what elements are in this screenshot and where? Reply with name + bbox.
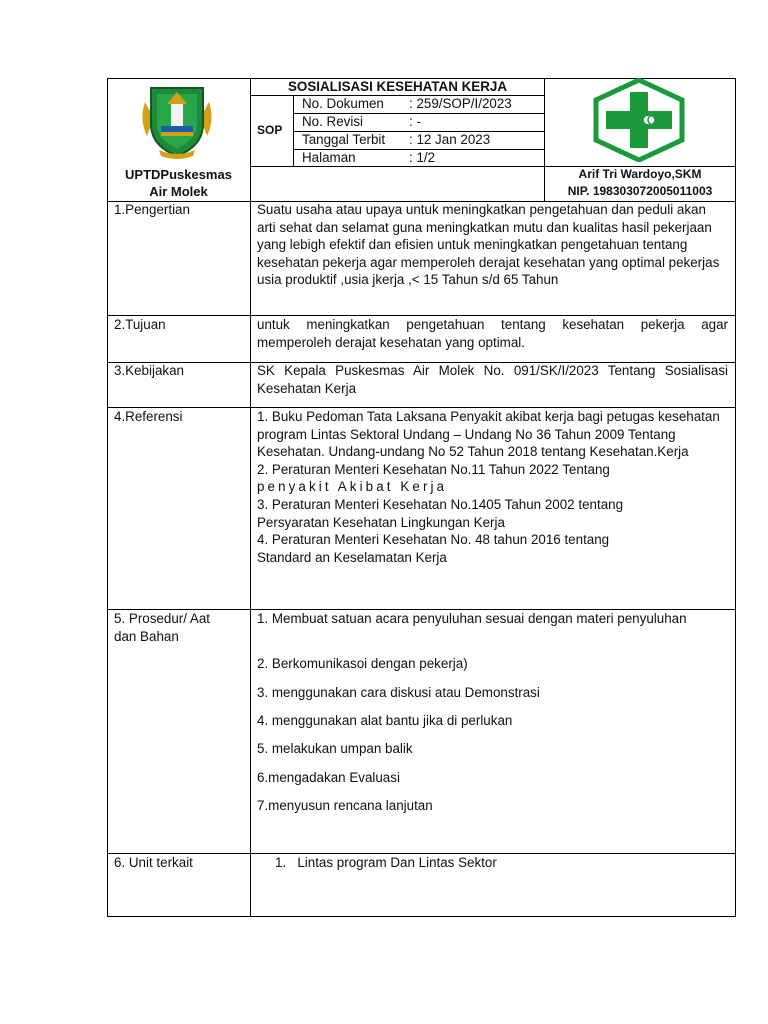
policy-label: 3.Kebijakan — [114, 363, 184, 378]
green-cross-icon — [592, 78, 686, 162]
procedure-step-7: 7.menyusun rencana lanjutan — [257, 798, 433, 813]
procedure-step-4: 4. menggunakan alat bantu jika di perlukan — [257, 713, 513, 728]
procedure-step-6: 6.mengadakan Evaluasi — [257, 770, 400, 785]
health-cross-logo — [592, 78, 686, 162]
objective-text: untuk meningkatkan pengetahuan tentang kesehatan pekerja agar memperoleh derajat kesehatan yang optimal. — [257, 317, 728, 350]
definition-text: Suatu usaha atau upaya untuk meningkatkan pengetahuan dan peduli akan arti sehat dan selamat guna meningkatkan mutu dan kualitas hasil pekerjaan yang lebigh efektif dan efisien untuk meningkatkan pengetahuan tentang kesehatan pekerja agar memperoleh derajat kesehatan yang optimal pekerjas usia produktif ,usia jkerja ,< 15 Tahun s/d 65 Tahun — [257, 202, 720, 288]
sop-label: SOP — [257, 123, 283, 137]
references-label: 4.Referensi — [114, 409, 183, 424]
revision-label: No. Revisi — [302, 114, 364, 129]
issue-date-value: : 12 Jan 2023 — [409, 132, 491, 147]
reference-item-2-line-2: penyakit Akibat Kerja — [257, 479, 448, 495]
regional-emblem-icon — [137, 80, 217, 160]
reference-item-2-line-1: 2. Peraturan Menteri Kesehatan No.11 Tahun 2022 Tentang — [257, 461, 610, 477]
procedure-step-5: 5. melakukan umpan balik — [257, 741, 413, 756]
revision-value: : - — [409, 114, 421, 129]
procedure-step-3: 3. menggunakan cara diskusi atau Demonstrasi — [257, 685, 540, 700]
organization-line-1: UPTDPuskesmas — [125, 167, 232, 182]
references-block — [257, 408, 728, 566]
issue-date-label: Tanggal Terbit — [302, 132, 386, 147]
related-unit-item-1: 1. Lintas program Dan Lintas Sektor — [275, 855, 497, 870]
document-title: SOSIALISASI KESEHATAN KERJA — [288, 79, 507, 94]
reference-item-4-line-1: 4. Peraturan Menteri Kesehatan No. 48 tahun 2016 tentang — [257, 532, 610, 548]
signer-nip: NIP. 198303072005011003 — [567, 184, 713, 198]
page-label: Halaman — [302, 150, 356, 165]
reference-item-1: 1. Buku Pedoman Tata Laksana Penyakit akibat kerja bagi petugas kesehatan program Lintas Sektoral Undang – Undang No 36 Tahun 2009 Tentang Kesehatan. Undang-undang No 52 Tahun 2018 tentang Kesehatan.Kerja — [257, 409, 720, 460]
related-units-label: 6. Unit terkait — [114, 855, 193, 870]
doc-number-label: No. Dokumen — [302, 96, 384, 111]
procedure-label-line-2: dan Bahan — [114, 628, 179, 644]
procedure-label-line-1: 5. Prosedur/ Aat — [114, 611, 211, 626]
reference-item-3-line-2: Persyaratan Kesehatan Lingkungan Kerja — [257, 514, 505, 530]
objective-label: 2.Tujuan — [114, 317, 166, 332]
doc-number-value: : 259/SOP/I/2023 — [409, 96, 512, 111]
organization-name — [107, 166, 250, 200]
procedure-step-2: 2. Berkomunikasoi dengan pekerja) — [257, 656, 468, 671]
reference-item-3-line-1: 3. Peraturan Menteri Kesehatan No.1405 Tahun 2002 tentang — [257, 496, 624, 512]
regional-emblem-logo — [137, 80, 217, 160]
organization-line-2: Air Molek — [149, 184, 208, 199]
signer-name: Arif Tri Wardoyo,SKM — [578, 167, 702, 181]
signer-block — [545, 166, 735, 200]
reference-item-4-line-2: Standard an Keselamatan Kerja — [257, 549, 447, 565]
policy-text: SK Kepala Puskesmas Air Molek No. 091/SK/I/2023 Tentang Sosialisasi Kesehatan Kerja — [257, 363, 728, 396]
procedure-label — [114, 610, 210, 645]
page-value: : 1/2 — [409, 150, 436, 165]
procedure-step-1: 1. Membuat satuan acara penyuluhan sesuai dengan materi penyuluhan — [257, 611, 687, 626]
definition-label: 1.Pengertian — [114, 202, 190, 217]
